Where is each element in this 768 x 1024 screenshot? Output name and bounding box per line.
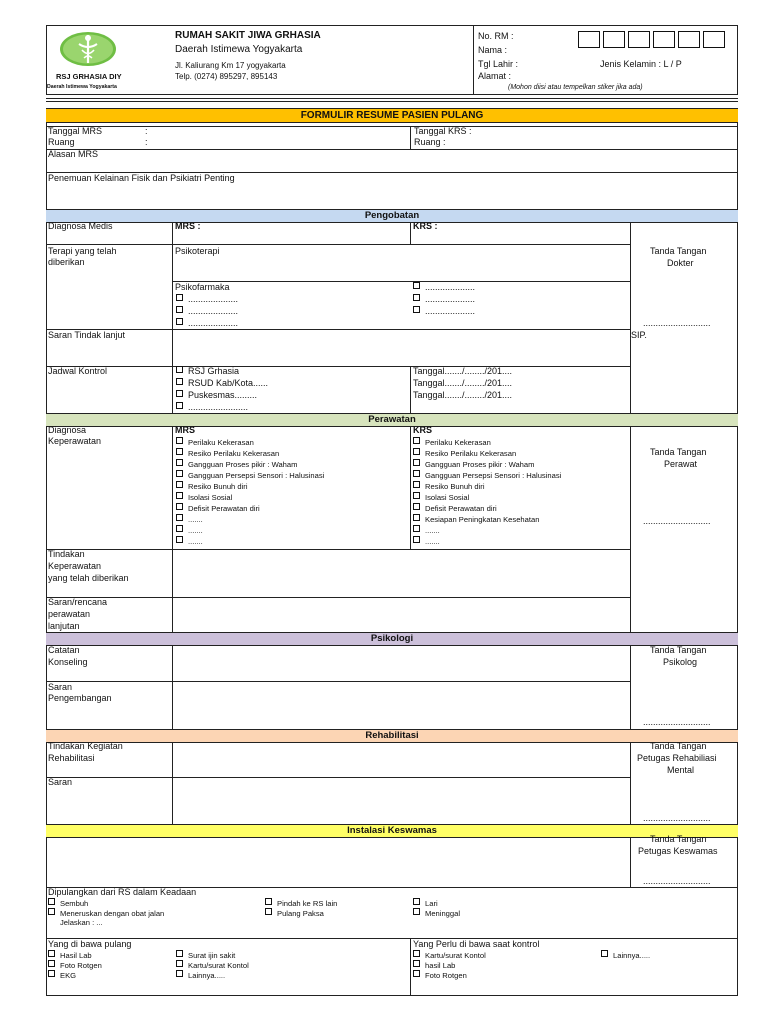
header-divider [473, 25, 474, 95]
rehabilitasi-header: Rehabilitasi [46, 729, 738, 743]
checkbox-item[interactable]: .................... [176, 318, 238, 329]
psikologi-header: Psikologi [46, 632, 738, 646]
divider [46, 149, 738, 150]
saran-rencana-label: Saran/rencana [48, 597, 108, 607]
divider [410, 366, 411, 413]
krs-label: KRS [413, 425, 433, 435]
divider [410, 222, 411, 244]
tindakan-rehab-label: Tindakan Kegiatan [48, 741, 123, 751]
saran-rehab-label: Saran [48, 777, 73, 787]
checkbox-item[interactable]: .................... [413, 306, 475, 317]
checkbox-item[interactable]: Resiko Perilaku Kekerasan [413, 448, 516, 460]
tgl-lahir-label: Tgl Lahir : [478, 59, 519, 69]
diagnosa-medis-label: Diagnosa Medis [48, 221, 113, 231]
checkbox-item[interactable]: Kesiapan Peningkatan Kesehatan [413, 514, 539, 526]
rm-digit-box[interactable] [603, 31, 625, 48]
terapi-label: Terapi yang telah [48, 246, 117, 256]
ttd-rehab: Petugas Rehabiliasi [637, 753, 717, 763]
divider [46, 597, 630, 598]
checkbox-item[interactable]: Foto Rotgen [413, 970, 467, 982]
signature-line[interactable]: ........................... [643, 516, 711, 526]
ttd-perawat: Perawat [664, 459, 698, 469]
logo-text: RSJ GRHASIA DIY [56, 72, 122, 81]
saran-tindak-label: Saran Tindak lanjut [48, 330, 126, 340]
checkbox-item[interactable]: RSJ Grhasia [176, 366, 239, 377]
krs-label: KRS : [413, 221, 438, 231]
divider [46, 549, 630, 550]
divider [46, 329, 630, 330]
saran-rencana-label: lanjutan [48, 621, 80, 631]
psikofarmaka-label: Psikofarmaka [175, 282, 230, 292]
signature-line[interactable]: ........................... [643, 318, 711, 328]
keadaan-title: Dipulangkan dari RS dalam Keadaan [48, 887, 197, 897]
ttd-dokter: Tanda Tangan [650, 246, 707, 256]
psikoterapi-label: Psikoterapi [175, 246, 220, 256]
divider [410, 938, 411, 996]
rm-digit-box[interactable] [653, 31, 675, 48]
rm-digit-box[interactable] [703, 31, 725, 48]
checkbox-item[interactable]: Puskesmas......... [176, 390, 257, 401]
no-rm-label: No. RM : [478, 31, 514, 41]
checkbox-item[interactable]: Gangguan Persepsi Sensori : Halusinasi [413, 470, 561, 482]
divider [410, 426, 411, 549]
checkbox-item[interactable]: Defisit Perawatan diri [413, 503, 497, 515]
checkbox-item[interactable]: Sembuh [48, 898, 88, 910]
mrs-label: MRS [175, 425, 195, 435]
ttd-psikolog: Psikolog [663, 657, 698, 667]
checkbox-item[interactable]: Gangguan Proses pikir : Waham [413, 459, 534, 471]
divider [46, 938, 738, 939]
divider [172, 222, 173, 413]
checkbox-item[interactable]: EKG [48, 970, 76, 982]
checkbox-item[interactable]: RSUD Kab/Kota...... [176, 378, 268, 389]
checkbox-item[interactable]: Kartu/surat Kontol [176, 960, 249, 972]
checkbox-item[interactable]: Pindah ke RS lain [265, 898, 337, 910]
divider [46, 366, 630, 367]
checkbox-item[interactable]: Foto Rotgen [48, 960, 102, 972]
ttd-perawat: Tanda Tangan [650, 447, 707, 457]
checkbox-item[interactable]: Hasil Lab [48, 950, 92, 962]
divider [630, 742, 631, 824]
signature-line[interactable]: ........................... [643, 876, 711, 886]
checkbox-item[interactable]: Meninggal [413, 908, 460, 920]
colon: : [145, 137, 148, 147]
divider [410, 126, 411, 149]
sticker-note: (Mohon diisi atau tempelkan stiker jika ada) [508, 84, 643, 91]
ttd-keswamas: Tanda Tangan [650, 834, 707, 844]
checkbox-item[interactable]: Lari [413, 898, 438, 910]
checkbox-item[interactable]: Resiko Bunuh diri [176, 481, 248, 493]
pengobatan-header: Pengobatan [46, 209, 738, 223]
checkbox-item[interactable]: ....... [413, 525, 440, 537]
diagnosa-kep-label: Diagnosa [48, 425, 87, 435]
dibawa-title: Yang di bawa pulang [48, 939, 132, 949]
checkbox-item[interactable]: ....... [176, 514, 203, 526]
penemuan-label: Penemuan Kelainan Fisik dan Psikiatri Penting [48, 173, 235, 183]
alasan-mrs-label: Alasan MRS [48, 149, 99, 159]
keswamas-header: Instalasi Keswamas [46, 824, 738, 838]
checkbox-item[interactable]: Perilaku Kekerasan [176, 437, 254, 449]
nama-label: Nama : [478, 45, 508, 55]
jelaskan-label: Jelaskan : ... [60, 918, 103, 927]
hospital-logo [58, 30, 118, 68]
rm-digit-box[interactable] [578, 31, 600, 48]
hospital-region: Daerah Istimewa Yogyakarta [175, 44, 303, 55]
divider [172, 742, 173, 824]
checkbox-item[interactable]: hasil Lab [413, 960, 455, 972]
saran-rencana-label: perawatan [48, 609, 91, 619]
tanggal-kontrol: Tanggal......./......../201.... [413, 378, 513, 388]
checkbox-item[interactable]: Gangguan Proses pikir : Waham [176, 459, 297, 471]
ruang-krs-label: Ruang : [414, 137, 446, 147]
checkbox-item[interactable]: Meneruskan dengan obat jalan [48, 908, 164, 920]
ttd-psikolog: Tanda Tangan [650, 645, 707, 655]
catatan-label: Konseling [48, 657, 88, 667]
ttd-dokter: Dokter [667, 258, 694, 268]
checkbox-item[interactable]: Defisit Perawatan diri [176, 503, 260, 515]
signature-line[interactable]: ........................... [643, 717, 711, 727]
perawatan-header: Perawatan [46, 413, 738, 427]
kontrol-title: Yang Perlu di bawa saat kontrol [413, 939, 540, 949]
checkbox-item[interactable]: Lainnya..... [601, 950, 650, 962]
checkbox-item[interactable]: Resiko Bunuh diri [413, 481, 485, 493]
checkbox-item[interactable]: .................... [413, 294, 475, 305]
jadwal-kontrol-label: Jadwal Kontrol [48, 366, 108, 376]
checkbox-item[interactable]: .................... [176, 306, 238, 317]
tindakan-kep-label: yang telah diberikan [48, 573, 129, 583]
checkbox-item[interactable]: .................... [176, 294, 238, 305]
form-frame [46, 122, 738, 996]
divider [172, 645, 173, 729]
checkbox-item[interactable]: ....... [176, 525, 203, 537]
ttd-rehab: Tanda Tangan [650, 741, 707, 751]
tindakan-kep-label: Tindakan [48, 549, 85, 559]
sip-label: SIP. [631, 330, 647, 340]
checkbox-item[interactable]: Isolasi Sosial [176, 492, 232, 504]
checkbox-item[interactable]: Kartu/surat Kontol [413, 950, 486, 962]
logo-subtext: Daerah Istimewa Yogyakarta [47, 84, 117, 90]
divider [46, 681, 630, 682]
signature-line[interactable]: ........................... [643, 813, 711, 823]
terapi-label: diberikan [48, 257, 85, 267]
form-title: FORMULIR RESUME PASIEN PULANG [46, 108, 738, 123]
alamat-label: Alamat : [478, 71, 512, 81]
tindakan-kep-label: Keperawatan [48, 561, 102, 571]
catatan-label: Catatan [48, 645, 80, 655]
checkbox-item[interactable]: ........................ [176, 402, 248, 413]
tindakan-rehab-label: Rehabilitasi [48, 753, 95, 763]
divider [630, 222, 631, 413]
divider [630, 426, 631, 632]
hospital-phone: Telp. (0274) 895297, 895143 [175, 72, 278, 81]
tanggal-kontrol: Tanggal......./......../201.... [413, 390, 513, 400]
divider [46, 126, 738, 127]
divider [172, 426, 173, 632]
ttd-rehab: Mental [667, 765, 695, 775]
header-rule [46, 101, 738, 102]
tanggal-mrs-label: Tanggal MRS [48, 126, 103, 136]
tanggal-krs-label: Tanggal KRS : [414, 126, 472, 136]
checkbox-item[interactable]: Isolasi Sosial [413, 492, 469, 504]
ttd-keswamas: Petugas Keswamas [638, 846, 718, 856]
divider [630, 645, 631, 729]
checkbox-item[interactable]: Gangguan Persepsi Sensori : Halusinasi [176, 470, 324, 482]
saran-pengembangan-label: Pengembangan [48, 693, 112, 703]
colon: : [145, 126, 148, 136]
divider [630, 837, 631, 887]
jenis-kelamin-label: Jenis Kelamin : L / P [600, 59, 682, 69]
checkbox-item[interactable]: ....... [413, 536, 440, 548]
divider [46, 777, 630, 778]
rm-digit-box[interactable] [628, 31, 650, 48]
header-rule [46, 98, 738, 99]
checkbox-item[interactable]: Lainnya..... [176, 970, 225, 982]
divider [46, 244, 630, 245]
checkbox-item[interactable]: Surat ijin sakit [176, 950, 235, 962]
checkbox-item[interactable]: Resiko Perilaku Kekerasan [176, 448, 279, 460]
saran-pengembangan-label: Saran [48, 682, 73, 692]
ruang-label: Ruang [48, 137, 75, 147]
hospital-name: RUMAH SAKIT JIWA GRHASIA [175, 30, 321, 41]
diagnosa-kep-label: Keperawatan [48, 436, 102, 446]
rm-digit-box[interactable] [678, 31, 700, 48]
tanggal-kontrol: Tanggal......./......../201.... [413, 366, 513, 376]
mrs-label: MRS : [175, 221, 201, 231]
hospital-address: Jl. Kaliurang Km 17 yogyakarta [175, 61, 286, 70]
checkbox-item[interactable]: .................... [413, 282, 475, 293]
checkbox-item[interactable]: Perilaku Kekerasan [413, 437, 491, 449]
divider [172, 281, 630, 282]
checkbox-item[interactable]: ....... [176, 536, 203, 548]
checkbox-item[interactable]: Pulang Paksa [265, 908, 324, 920]
